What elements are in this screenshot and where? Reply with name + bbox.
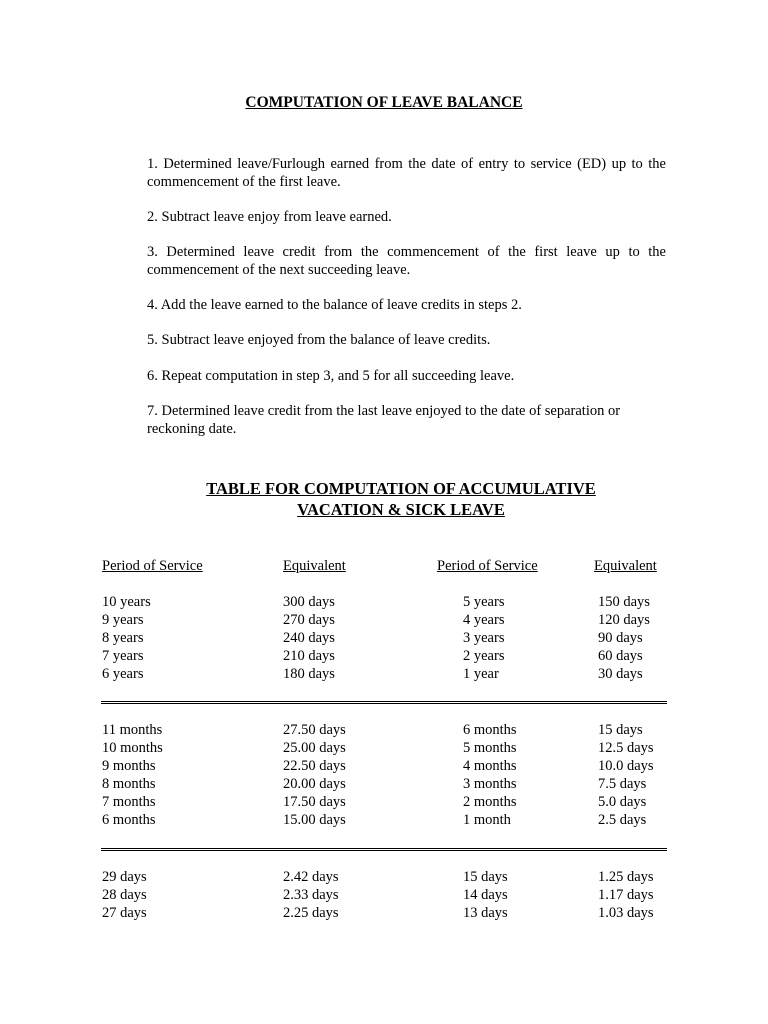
table-cell: 2.33 days <box>283 887 339 903</box>
step-6: 6. Repeat computation in step 3, and 5 for all succeeding leave. <box>147 368 515 384</box>
table-cell: 180 days <box>283 666 335 682</box>
header-equivalent-1: Equivalent <box>283 558 346 574</box>
table-cell: 2 months <box>463 794 517 810</box>
step-2: 2. Subtract leave enjoy from leave earned. <box>147 209 392 225</box>
years-equiv-col-1 <box>283 593 335 683</box>
table-cell: 4 months <box>463 758 517 774</box>
table-cell: 150 days <box>598 594 650 610</box>
table-cell: 1.25 days <box>598 869 654 885</box>
table-cell: 1.17 days <box>598 887 654 903</box>
table-title-line-2: VACATION & SICK LEAVE <box>297 500 505 519</box>
table-cell: 22.50 days <box>283 758 346 774</box>
table-cell: 20.00 days <box>283 776 346 792</box>
table-cell: 17.50 days <box>283 794 346 810</box>
table-cell: 13 days <box>463 905 508 921</box>
table-cell: 2.5 days <box>598 812 647 828</box>
months-period-col-1 <box>102 721 163 829</box>
table-cell: 1 year <box>463 666 499 682</box>
table-cell: 15 days <box>598 722 643 738</box>
table-cell: 6 months <box>102 812 156 828</box>
table-cell: 6 months <box>463 722 517 738</box>
table-cell: 240 days <box>283 630 335 646</box>
years-period-col-1 <box>102 593 151 683</box>
table-cell: 2.25 days <box>283 905 339 921</box>
step-4: 4. Add the leave earned to the balance of leave credits in steps 2. <box>147 297 522 313</box>
table-title-line-1: TABLE FOR COMPUTATION OF ACCUMULATIVE <box>206 479 596 498</box>
step-1: 1. Determined leave/Furlough earned from the date of entry to service (ED) up to the commencement of the first leave. <box>147 156 666 190</box>
table-title <box>100 478 702 520</box>
table-cell: 5 months <box>463 740 517 756</box>
table-cell: 25.00 days <box>283 740 346 756</box>
days-period-col-2 <box>463 868 508 922</box>
table-cell: 1.03 days <box>598 905 654 921</box>
table-cell: 4 years <box>463 612 505 628</box>
table-cell: 30 days <box>598 666 643 682</box>
step-7: 7. Determined leave credit from the last leave enjoyed to the date of separation or reckoning date. <box>147 403 621 437</box>
header-period-of-service-2: Period of Service <box>437 558 538 574</box>
table-cell: 6 years <box>102 666 144 682</box>
table-cell: 270 days <box>283 612 335 628</box>
table-cell: 9 years <box>102 612 144 628</box>
step-3: 3. Determined leave credit from the commencement of the first leave up to the commencement of the next succeeding leave. <box>147 244 666 278</box>
table-cell: 7 years <box>102 648 144 664</box>
table-cell: 90 days <box>598 630 643 646</box>
table-cell: 2.42 days <box>283 869 339 885</box>
table-cell: 10 months <box>102 740 163 756</box>
header-period-of-service-1: Period of Service <box>102 558 203 574</box>
months-equiv-col-1 <box>283 721 346 829</box>
days-equiv-col-1 <box>283 868 339 922</box>
table-cell: 5 years <box>463 594 505 610</box>
days-equiv-col-2 <box>598 868 654 922</box>
table-cell: 8 months <box>102 776 156 792</box>
table-cell: 27.50 days <box>283 722 346 738</box>
table-cell: 5.0 days <box>598 794 647 810</box>
table-cell: 120 days <box>598 612 650 628</box>
step-5: 5. Subtract leave enjoyed from the balance of leave credits. <box>147 332 491 348</box>
table-cell: 29 days <box>102 869 147 885</box>
table-cell: 7 months <box>102 794 156 810</box>
header-equivalent-2: Equivalent <box>594 558 657 574</box>
table-cell: 7.5 days <box>598 776 647 792</box>
table-cell: 15 days <box>463 869 508 885</box>
table-cell: 10 years <box>102 594 151 610</box>
page-title: COMPUTATION OF LEAVE BALANCE <box>245 94 523 111</box>
table-cell: 27 days <box>102 905 147 921</box>
table-cell: 60 days <box>598 648 643 664</box>
table-cell: 210 days <box>283 648 335 664</box>
double-rule-divider <box>101 848 667 851</box>
table-cell: 1 month <box>463 812 511 828</box>
table-cell: 28 days <box>102 887 147 903</box>
table-cell: 3 years <box>463 630 505 646</box>
double-rule-divider <box>101 701 667 704</box>
steps-list <box>147 155 666 438</box>
years-period-col-2 <box>463 593 504 683</box>
table-cell: 9 months <box>102 758 156 774</box>
table-cell: 10.0 days <box>598 758 654 774</box>
table-cell: 3 months <box>463 776 517 792</box>
table-cell: 2 years <box>463 648 505 664</box>
table-cell: 11 months <box>102 722 163 738</box>
days-period-col-1 <box>102 868 147 922</box>
table-cell: 14 days <box>463 887 508 903</box>
table-cell: 300 days <box>283 594 335 610</box>
years-equiv-col-2 <box>598 593 650 683</box>
months-period-col-2 <box>463 721 517 829</box>
months-equiv-col-2 <box>598 721 654 829</box>
table-cell: 15.00 days <box>283 812 346 828</box>
table-cell: 8 years <box>102 630 144 646</box>
table-cell: 12.5 days <box>598 740 654 756</box>
